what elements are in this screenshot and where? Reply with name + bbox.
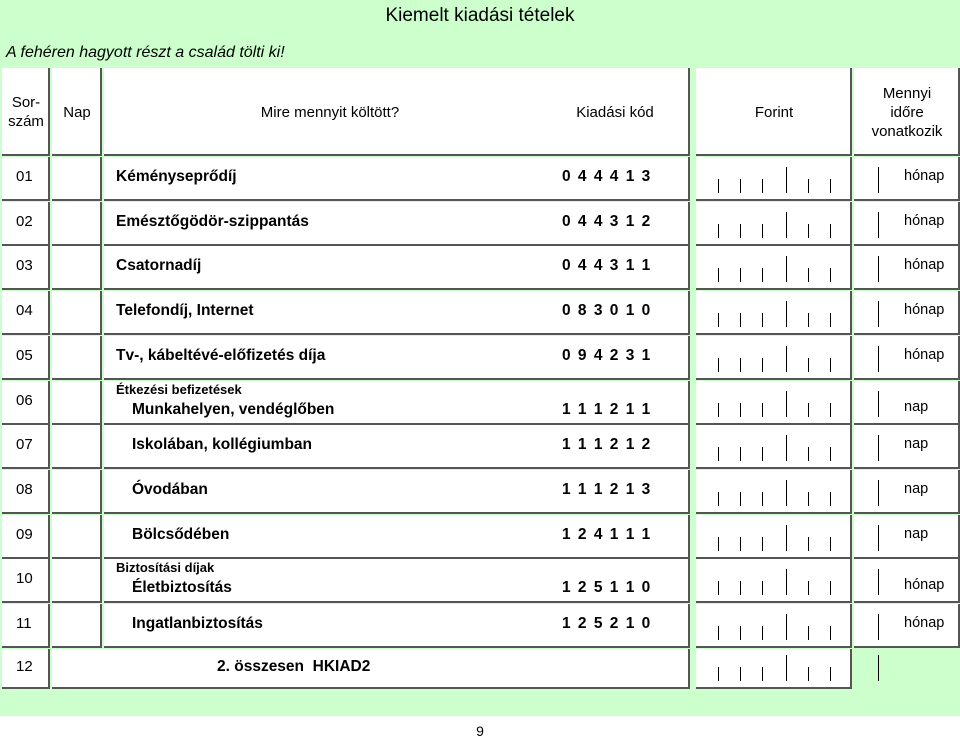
item-label: Iskolában, kollégiumban bbox=[132, 436, 313, 453]
forint-tick bbox=[808, 268, 809, 282]
expense-code: 0 8 3 0 1 0 bbox=[562, 302, 651, 319]
forint-tick bbox=[786, 391, 787, 417]
total-number: 12 bbox=[16, 658, 33, 675]
forint-tick bbox=[878, 435, 879, 461]
group-label: Étkezési befizetések bbox=[116, 382, 242, 397]
forint-tick bbox=[740, 537, 741, 551]
row-number: 11 bbox=[16, 615, 32, 632]
forint-tick bbox=[718, 667, 719, 681]
forint-tick bbox=[808, 447, 809, 461]
row-number: 02 bbox=[16, 213, 33, 230]
header-sorszam-line2: szám bbox=[8, 113, 44, 130]
forint-tick bbox=[878, 525, 879, 551]
day-input[interactable] bbox=[52, 515, 102, 559]
forint-tick bbox=[830, 667, 831, 681]
forint-tick bbox=[808, 313, 809, 327]
row-number: 10 bbox=[16, 570, 33, 587]
forint-tick bbox=[762, 581, 763, 595]
forint-tick bbox=[830, 224, 831, 238]
forint-tick bbox=[786, 569, 787, 595]
forint-input[interactable] bbox=[696, 246, 852, 290]
forint-tick bbox=[740, 492, 741, 506]
row-number: 01 bbox=[16, 168, 33, 185]
forint-tick bbox=[718, 626, 719, 640]
forint-tick bbox=[786, 167, 787, 193]
forint-tick bbox=[762, 268, 763, 282]
header-kod: Kiadási kód bbox=[576, 103, 654, 121]
forint-tick bbox=[762, 179, 763, 193]
forint-tick bbox=[878, 480, 879, 506]
period-unit: nap bbox=[904, 399, 929, 415]
header-mennyi-line3: vonatkozik bbox=[871, 122, 943, 140]
forint-tick bbox=[718, 492, 719, 506]
day-input[interactable] bbox=[52, 202, 102, 246]
forint-tick bbox=[878, 346, 879, 372]
forint-tick bbox=[830, 403, 831, 417]
forint-tick bbox=[718, 537, 719, 551]
item-label: Óvodában bbox=[132, 481, 208, 498]
header-nap: Nap bbox=[63, 103, 91, 121]
forint-tick bbox=[740, 581, 741, 595]
instruction-note: A fehéren hagyott részt a család tölti ki! bbox=[6, 44, 285, 61]
forint-tick bbox=[830, 581, 831, 595]
expense-code: 1 2 5 2 1 0 bbox=[562, 615, 651, 632]
forint-input[interactable] bbox=[696, 291, 852, 335]
forint-tick bbox=[740, 313, 741, 327]
forint-tick bbox=[878, 301, 879, 327]
period-unit: nap bbox=[904, 526, 929, 542]
forint-tick bbox=[740, 358, 741, 372]
forint-tick bbox=[808, 581, 809, 595]
forint-input[interactable] bbox=[696, 381, 852, 425]
row-number: 04 bbox=[16, 302, 33, 319]
forint-tick bbox=[786, 301, 787, 327]
forint-tick bbox=[808, 403, 809, 417]
forint-tick bbox=[762, 537, 763, 551]
row-number: 08 bbox=[16, 481, 33, 498]
day-input[interactable] bbox=[52, 425, 102, 469]
forint-tick bbox=[718, 313, 719, 327]
forint-tick bbox=[718, 447, 719, 461]
forint-tick bbox=[830, 313, 831, 327]
day-input[interactable] bbox=[52, 381, 102, 425]
forint-input[interactable] bbox=[696, 336, 852, 380]
forint-tick bbox=[740, 224, 741, 238]
forint-tick bbox=[740, 179, 741, 193]
row-number: 03 bbox=[16, 257, 33, 274]
item-label: Emésztőgödör-szippantás bbox=[116, 213, 309, 230]
forint-tick bbox=[718, 581, 719, 595]
row-number: 05 bbox=[16, 347, 33, 364]
day-input[interactable] bbox=[52, 157, 102, 201]
period-unit: hónap bbox=[904, 168, 945, 184]
forint-tick bbox=[762, 492, 763, 506]
period-unit: hónap bbox=[904, 347, 945, 363]
forint-tick bbox=[808, 179, 809, 193]
expense-code: 0 9 4 2 3 1 bbox=[562, 347, 651, 364]
forint-tick bbox=[740, 268, 741, 282]
forint-tick bbox=[878, 256, 879, 282]
header-mennyi-line1: Mennyi bbox=[882, 84, 932, 102]
forint-tick bbox=[786, 655, 787, 681]
expense-code: 1 1 1 2 1 1 bbox=[562, 401, 651, 418]
forint-tick bbox=[740, 447, 741, 461]
forint-input[interactable] bbox=[696, 470, 852, 514]
forint-tick bbox=[878, 212, 879, 238]
total-forint-input[interactable] bbox=[696, 649, 852, 689]
forint-tick bbox=[762, 667, 763, 681]
forint-tick bbox=[808, 224, 809, 238]
period-unit: hónap bbox=[904, 615, 945, 631]
forint-tick bbox=[830, 492, 831, 506]
item-label: Életbiztosítás bbox=[132, 579, 232, 596]
forint-tick bbox=[718, 268, 719, 282]
group-label: Biztosítási díjak bbox=[116, 560, 215, 575]
forint-tick bbox=[786, 256, 787, 282]
item-label: Ingatlanbiztosítás bbox=[132, 615, 263, 632]
forint-tick bbox=[830, 179, 831, 193]
forint-tick bbox=[878, 569, 879, 595]
day-input[interactable] bbox=[52, 336, 102, 380]
forint-input[interactable] bbox=[696, 425, 852, 469]
day-input[interactable] bbox=[52, 604, 102, 648]
row-number: 06 bbox=[16, 392, 33, 409]
expense-code: 0 4 4 4 1 3 bbox=[562, 168, 651, 185]
header-sorszam-line1: Sor- bbox=[11, 94, 41, 111]
forint-tick bbox=[786, 614, 787, 640]
forint-tick bbox=[762, 626, 763, 640]
expense-code: 1 1 1 2 1 2 bbox=[562, 436, 651, 453]
item-label: Kéményseprődíj bbox=[116, 168, 237, 185]
forint-tick bbox=[786, 480, 787, 506]
total-label: 2. összesen HKIAD2 bbox=[217, 658, 371, 675]
forint-tick bbox=[830, 626, 831, 640]
forint-tick bbox=[808, 492, 809, 506]
expense-code: 0 4 4 3 1 2 bbox=[562, 213, 651, 230]
day-input[interactable] bbox=[52, 291, 102, 335]
forint-tick bbox=[878, 614, 879, 640]
forint-tick bbox=[740, 667, 741, 681]
row-number: 07 bbox=[16, 436, 33, 453]
header-sorszam bbox=[2, 68, 50, 156]
forint-tick bbox=[878, 391, 879, 417]
header-mire: Mire mennyit költött? bbox=[260, 103, 400, 121]
forint-tick bbox=[762, 313, 763, 327]
expense-code: 1 2 4 1 1 1 bbox=[562, 526, 651, 543]
page-title: Kiemelt kiadási tételek bbox=[385, 5, 575, 26]
forint-tick bbox=[718, 358, 719, 372]
total-label-cell bbox=[52, 649, 690, 689]
forint-input[interactable] bbox=[696, 604, 852, 648]
forint-tick bbox=[786, 346, 787, 372]
forint-tick bbox=[808, 667, 809, 681]
forint-tick bbox=[786, 525, 787, 551]
forint-tick bbox=[762, 358, 763, 372]
forint-tick bbox=[762, 447, 763, 461]
forint-input[interactable] bbox=[696, 515, 852, 559]
forint-tick bbox=[808, 358, 809, 372]
header-mennyi-line2: időre bbox=[890, 103, 924, 121]
forint-tick bbox=[718, 403, 719, 417]
expense-code: 0 4 4 3 1 1 bbox=[562, 257, 651, 274]
day-input[interactable] bbox=[52, 246, 102, 290]
forint-tick bbox=[878, 167, 879, 193]
period-unit: nap bbox=[904, 436, 929, 452]
period-unit: hónap bbox=[904, 213, 945, 229]
item-label: Csatornadíj bbox=[116, 257, 202, 274]
page-number: 9 bbox=[476, 723, 484, 739]
item-label: Bölcsődében bbox=[132, 526, 230, 543]
day-input[interactable] bbox=[52, 470, 102, 514]
forint-tick bbox=[830, 537, 831, 551]
item-label: Tv-, kábeltévé-előfizetés díja bbox=[116, 347, 326, 364]
forint-tick bbox=[786, 212, 787, 238]
forint-tick bbox=[808, 626, 809, 640]
row-number: 09 bbox=[16, 526, 33, 543]
forint-input[interactable] bbox=[696, 202, 852, 246]
forint-tick bbox=[830, 268, 831, 282]
period-unit: nap bbox=[904, 481, 929, 497]
period-unit: hónap bbox=[904, 257, 945, 273]
forint-tick bbox=[830, 447, 831, 461]
forint-tick bbox=[830, 358, 831, 372]
forint-tick bbox=[878, 655, 879, 681]
period-unit: hónap bbox=[904, 302, 945, 318]
forint-tick bbox=[762, 403, 763, 417]
period-unit: hónap bbox=[904, 577, 945, 593]
header-mennyi bbox=[854, 68, 960, 156]
day-input[interactable] bbox=[52, 559, 102, 603]
forint-input[interactable] bbox=[696, 559, 852, 603]
forint-tick bbox=[786, 435, 787, 461]
forint-tick bbox=[740, 626, 741, 640]
header-forint: Forint bbox=[754, 103, 794, 121]
expense-code: 1 1 1 2 1 3 bbox=[562, 481, 651, 498]
forint-tick bbox=[740, 403, 741, 417]
forint-tick bbox=[762, 224, 763, 238]
expense-code: 1 2 5 1 1 0 bbox=[562, 579, 651, 596]
item-label: Munkahelyen, vendéglőben bbox=[132, 401, 335, 418]
forint-tick bbox=[718, 224, 719, 238]
forint-tick bbox=[808, 537, 809, 551]
item-label: Telefondíj, Internet bbox=[116, 302, 254, 319]
forint-input[interactable] bbox=[696, 157, 852, 201]
forint-tick bbox=[718, 179, 719, 193]
